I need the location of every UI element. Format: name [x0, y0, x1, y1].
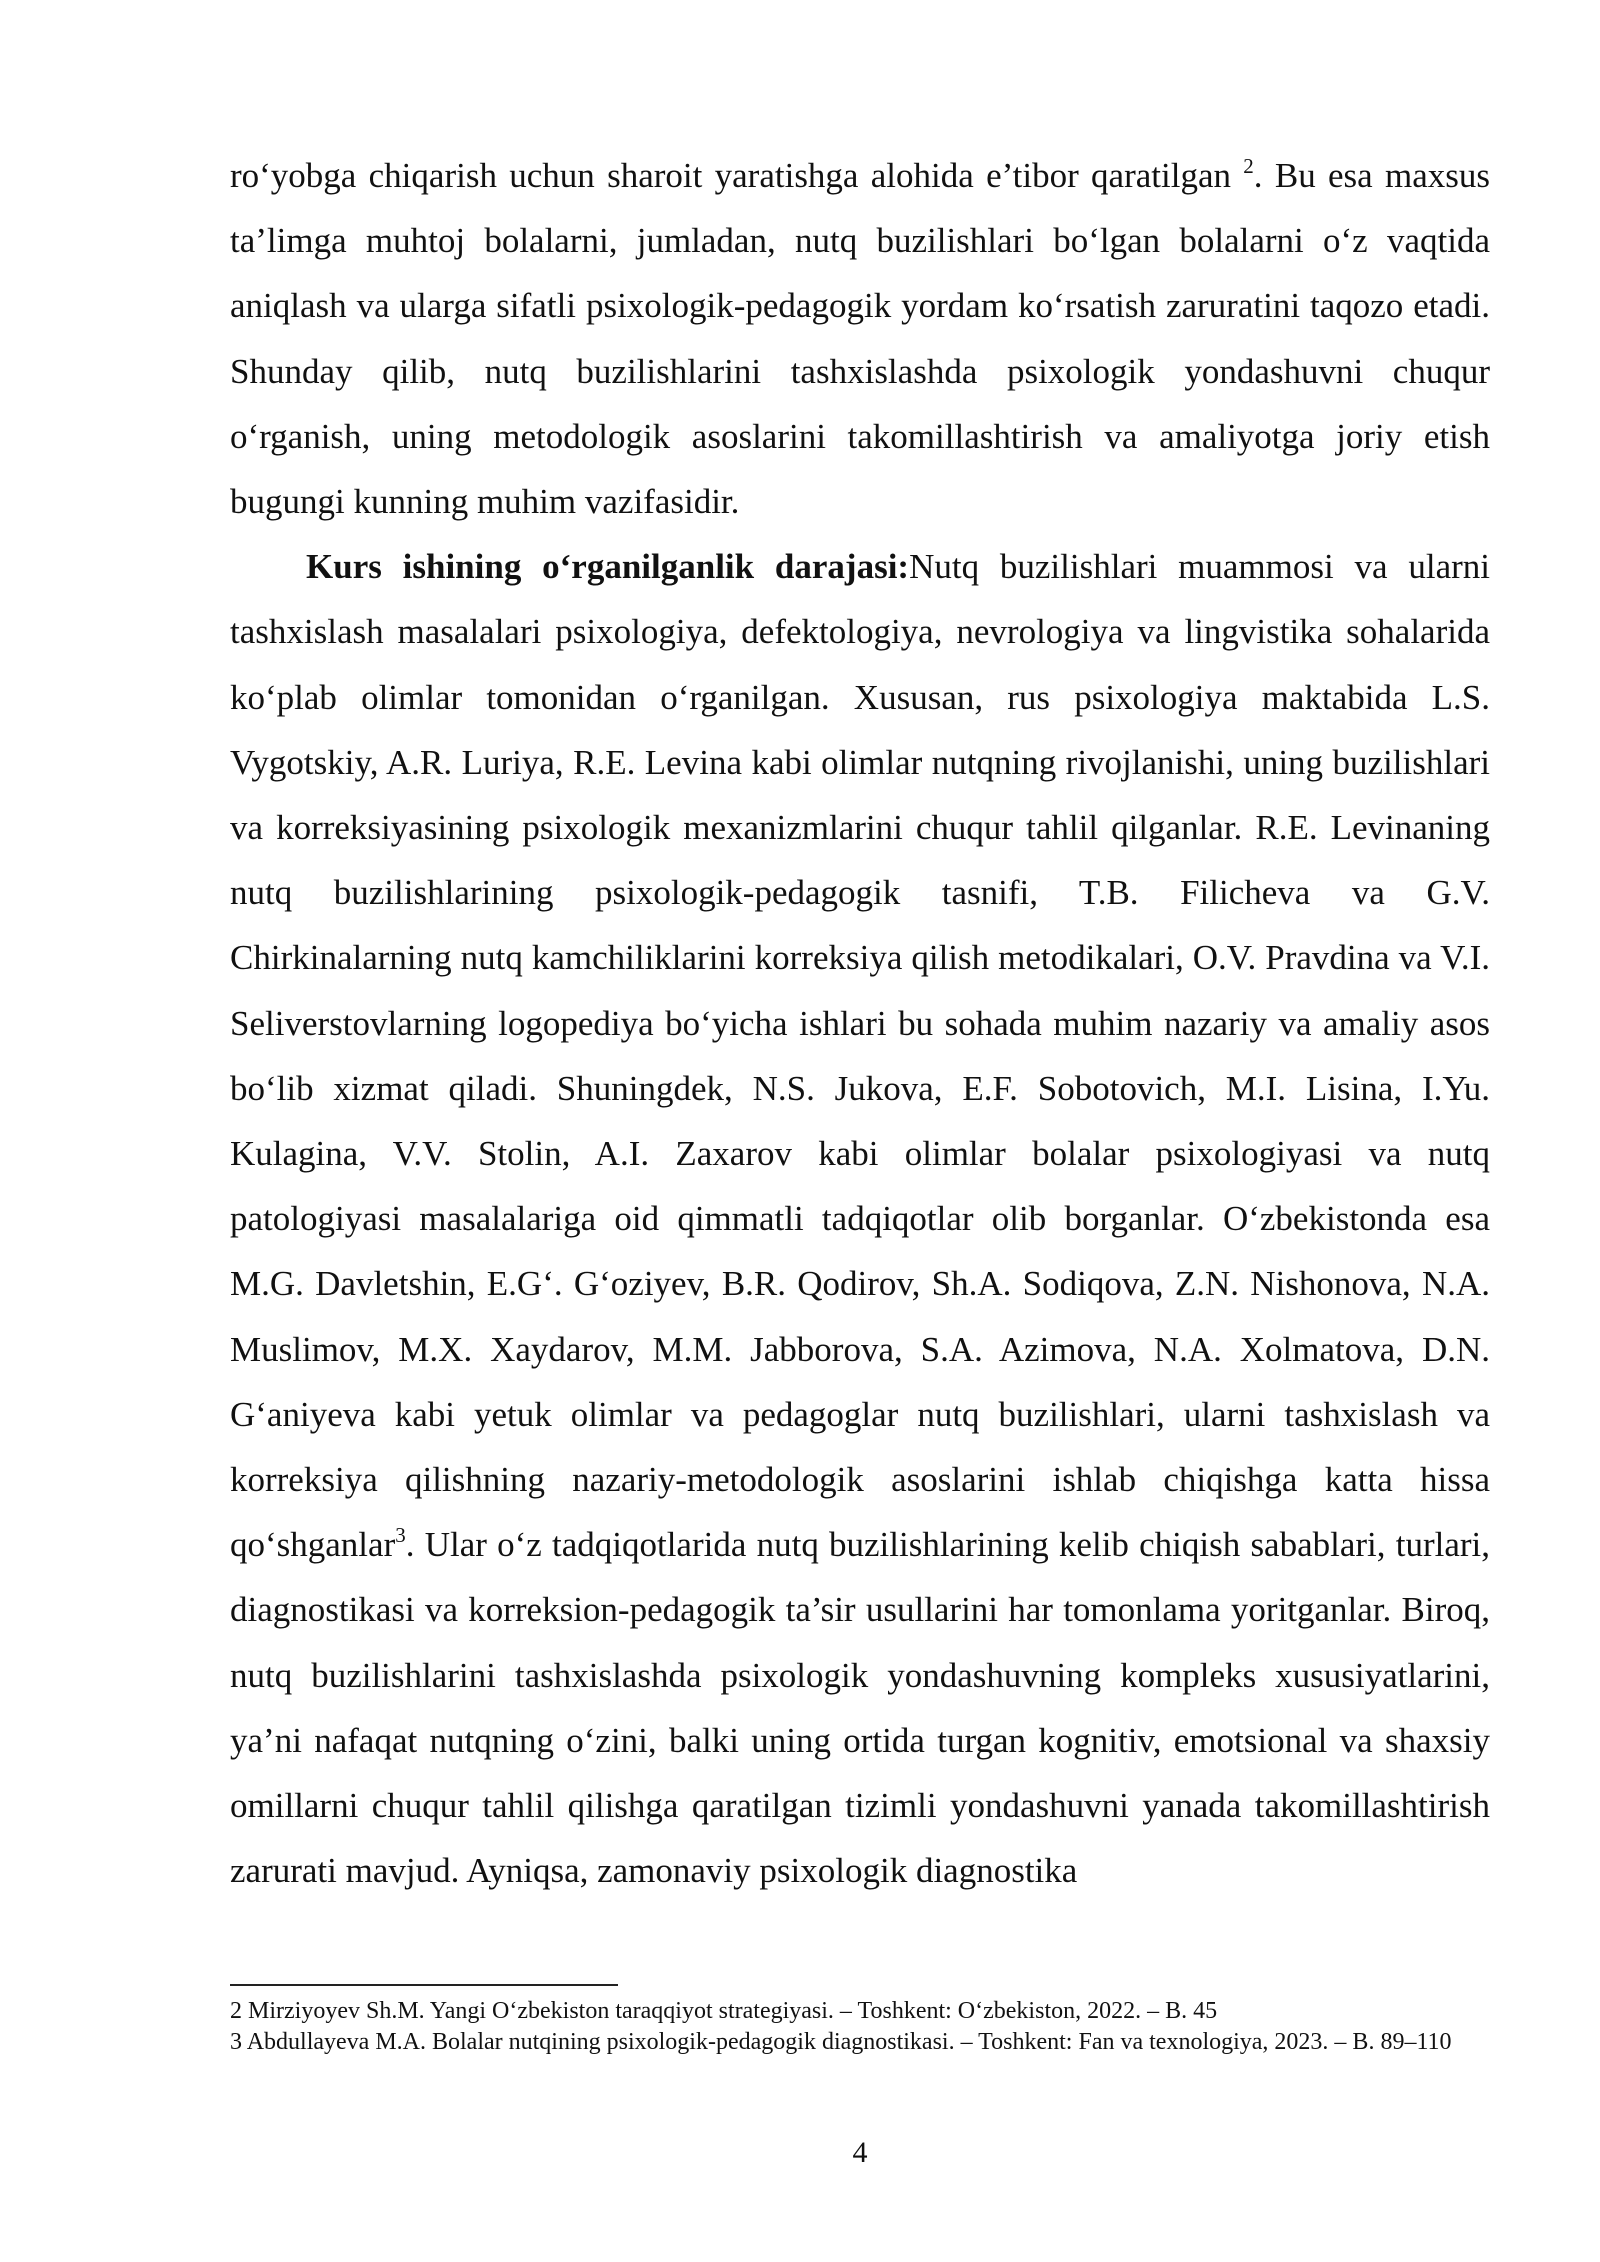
- paragraph-study-level: [230, 534, 1490, 1903]
- section-heading: Kurs ishining o‘rganilganlik darajasi:: [306, 547, 910, 587]
- footnotes: [230, 1996, 1492, 2058]
- paragraph-text: ro‘yobga chiqarish uchun sharoit yaratishga alohida e’tibor qaratilgan: [230, 156, 1244, 195]
- footnote-text: Mirziyoyev Sh.M. Yangi O‘zbekiston taraqqiyot strategiyasi. – Toshkent: O‘zbekiston, 2022. – B. 45: [248, 1998, 1218, 2024]
- page-number: 4: [852, 2136, 868, 2169]
- footnote-reference-3: 3: [395, 1523, 406, 1548]
- paragraph-text: Nutq buzilishlari muammosi va ularni tashxislash masalalari psixologiya, defektologiya, nevrologiya va lingvistika sohalarida ko‘plab olimlar tomonidan o‘rganilgan. Xususan, rus psixologiya maktabida L.S. Vygotskiy, A.R. Luriya, R.E. Levina kabi olimlar nutqning rivojlanishi, uning buzilishlari va korreksiyasining psixologik mexanizmlarini chuqur tahlil qilganlar. R.E. Levinaning nutq buzilishlarining psixologik-pedagogik tasnifi, T.B. Filicheva va G.V. Chirkinalarning nutq kamchiliklarini korreksiya qilish metodikalari, O.V. Pravdina va V.I. Seliverstovlarning logopediya bo‘yicha ishlari bu sohada muhim nazariy va amaliy asos bo‘lib xizmat qiladi. Shuningdek, N.S. Jukova, E.F. Sobotovich, M.I. Lisina, I.Yu. Kulagina, V.V. Stolin, A.I. Zaxarov kabi olimlar bolalar psixologiyasi va nutq patologiyasi masalalariga oid qimmatli tadqiqotlar olib borganlar. O‘zbekistonda esa M.G. Davletshin, E.G‘. G‘oziyev, B.R. Qodirov, Sh.A. Sodiqova, Z.N. Nishonova, N.A. Muslimov, M.X. Xaydarov, M.M. Jabborova, S.A. Azimova, N.A. Xolmatova, D.N. G‘aniyeva kabi yetuk olimlar va pedagoglar nutq buzilishlari, ularni tashxislash va korreksiya qilishning nazariy-metodologik asoslarini ishlab chiqishga katta hissa qo‘shganlar: [230, 547, 1490, 1565]
- paragraph-text: . Bu esa maxsus ta’limga muhtoj bolalarni, jumladan, nutq buzilishlari bo‘lgan bolalarni o‘z vaqtida aniqlash va ularga sifatli psixologik-pedagogik yordam ko‘rsatish zaruratini taqozo etadi. Shunday qilib, nutq buzilishlarini tashxislashda psixologik yondashuvni chuqur o‘rganish, uning metodologik asoslarini takomillashtirish va amaliyotga joriy etish bugungi kunning muhim vazifasidir.: [230, 156, 1490, 522]
- footnote-number: 2: [230, 1998, 242, 2024]
- footnote-2: [230, 1996, 1492, 2027]
- footnote-3: [230, 2027, 1492, 2058]
- paragraph-continuation: [230, 143, 1490, 534]
- footnote-separator: [230, 1984, 618, 1986]
- main-text: [230, 143, 1490, 1903]
- footnote-number: 3: [230, 2029, 242, 2055]
- footnote-reference-2: 2: [1243, 154, 1254, 178]
- footnote-text: Abdullayeva M.A. Bolalar nutqining psixologik-pedagogik diagnostikasi. – Toshkent: Fan va texnologiya, 2023. – B. 89–110: [246, 2029, 1452, 2055]
- paragraph-text: . Ular o‘z tadqiqotlarida nutq buzilishlarining kelib chiqish sabablari, turlari, diagnostikasi va korreksion-pedagogik ta’sir usullarini har tomonlama yoritganlar. Biroq, nutq buzilishlarini tashxislashda psixologik yondashuvning kompleks xususiyatlarini, ya’ni nafaqat nutqning o‘zini, balki uning ortida turgan kognitiv, emotsional va shaxsiy omillarni chuqur tahlil qilishga qaratilgan tizimli yondashuvni yanada takomillashtirish zarurati mavjud. Ayniqsa, zamonaviy psixologik diagnostika: [230, 1525, 1490, 1891]
